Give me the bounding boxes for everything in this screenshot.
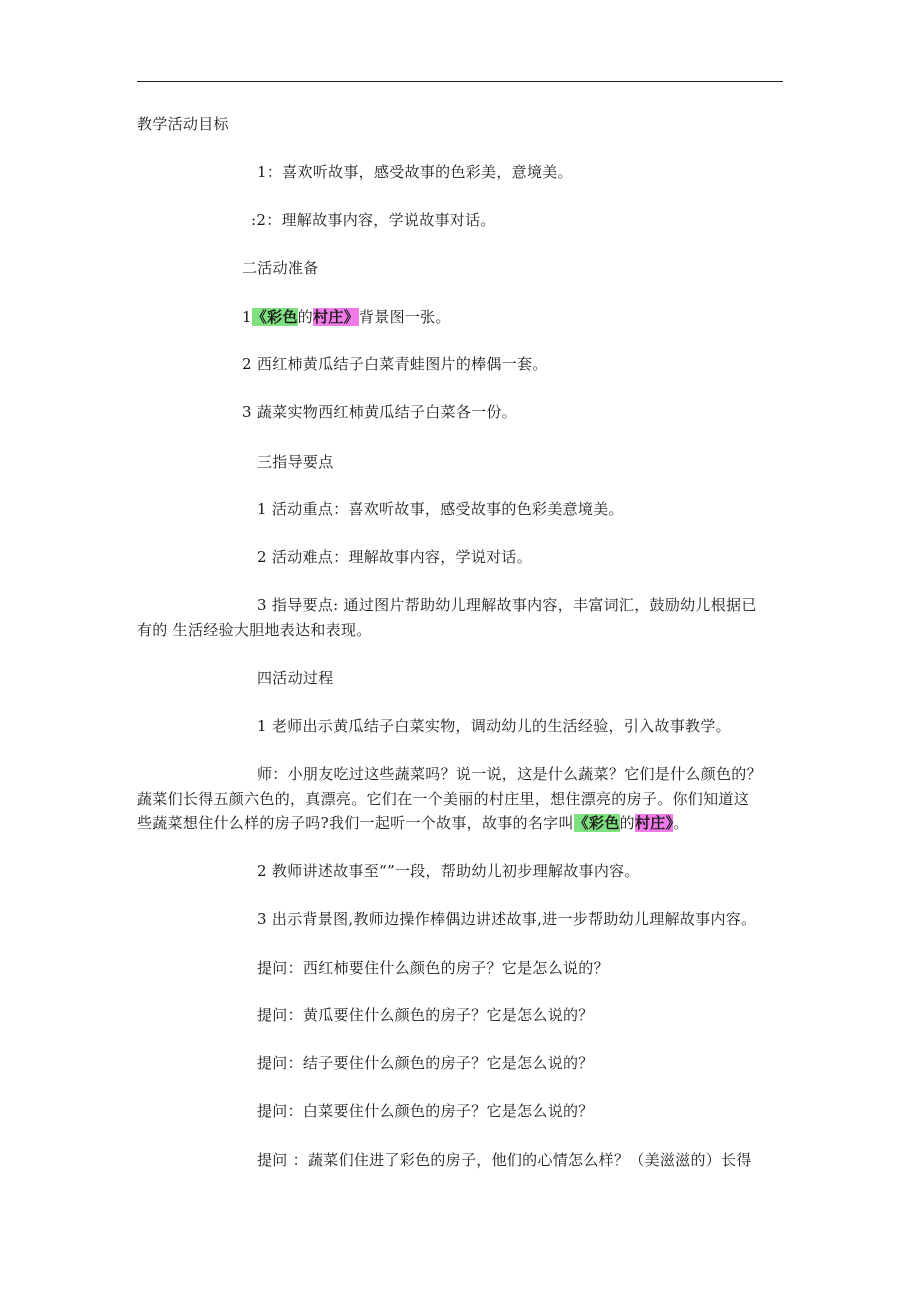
question-4: 提问：白菜要住什么颜色的房子？它是怎么说的？ xyxy=(257,1102,594,1120)
prep-1-connector: 的 xyxy=(297,308,314,326)
highlight-title-part: 村庄》 xyxy=(313,308,359,326)
doc-heading: 教学活动目标 xyxy=(137,115,229,133)
prep-item-1 xyxy=(242,306,451,328)
key-point-2: 2 活动难点：理解故事内容，学说对话。 xyxy=(257,548,533,566)
question-5: 提问 ：蔬菜们住进了彩色的房子，他们的心情怎么样？（美滋滋的）长得 xyxy=(257,1151,752,1169)
key-point-3-line1: 3 指导要点: 通过图片帮助幼儿理解故事内容，丰富词汇，鼓励幼儿根据已 xyxy=(257,596,757,614)
teacher-line-3-end: 。 xyxy=(673,814,689,832)
section-process: 四活动过程 xyxy=(257,669,334,687)
section-guidance: 三指导要点 xyxy=(257,453,334,471)
highlight-title-part: 《彩色 xyxy=(573,814,620,832)
prep-item-3: 3 蔬菜实物西红柿黄瓜结子白菜各一份。 xyxy=(242,403,518,421)
highlight-title-part: 村庄》 xyxy=(634,814,674,832)
prep-1-number: 1 xyxy=(242,308,252,326)
prep-item-2: 2 西红柿黄瓜结子白菜青蛙图片的棒偶一套。 xyxy=(242,355,548,373)
teacher-line-1: 师：小朋友吃过这些蔬菜吗？说一说，这是什么蔬菜？它们是什么颜色的？ xyxy=(257,765,762,783)
goal-2: :2：理解故事内容，学说故事对话。 xyxy=(251,211,496,229)
key-point-1: 1 活动重点：喜欢听故事，感受故事的色彩美意境美。 xyxy=(257,500,624,518)
header-rule xyxy=(137,81,783,82)
question-3: 提问：结子要住什么颜色的房子？它是怎么说的？ xyxy=(257,1054,594,1072)
teacher-line-3-text: 些蔬菜想住什么样的房子吗?我们一起听一个故事，故事的名字叫 xyxy=(137,814,574,832)
teacher-line-3-connector: 的 xyxy=(619,814,635,832)
section-preparation: 二活动准备 xyxy=(242,259,319,277)
process-step-3: 3 出示背景图,教师边操作棒偶边讲述故事,进一步帮助幼儿理解故事内容。 xyxy=(257,910,757,928)
goal-1: 1：喜欢听故事，感受故事的色彩美，意境美。 xyxy=(257,163,573,181)
key-point-3-line2: 有的 生活经验大胆地表达和表现。 xyxy=(137,621,372,639)
process-step-1: 1 老师出示黄瓜结子白菜实物，调动幼儿的生活经验，引入故事教学。 xyxy=(257,717,731,735)
prep-1-rest: 背景图一张。 xyxy=(358,308,451,326)
teacher-line-2: 蔬菜们长得五颜六色的，真漂亮。它们在一个美丽的村庄里，想住漂亮的房子。你们知道这 xyxy=(137,790,750,808)
teacher-line-3 xyxy=(137,812,689,834)
question-2: 提问：黄瓜要住什么颜色的房子？它是怎么说的？ xyxy=(257,1006,594,1024)
highlight-title-part: 《彩色 xyxy=(251,308,298,326)
process-step-2: 2 教师讲述故事至“”一段，帮助幼儿初步理解故事内容。 xyxy=(257,862,640,880)
question-1: 提问：西红柿要住什么颜色的房子？它是怎么说的？ xyxy=(257,959,609,977)
